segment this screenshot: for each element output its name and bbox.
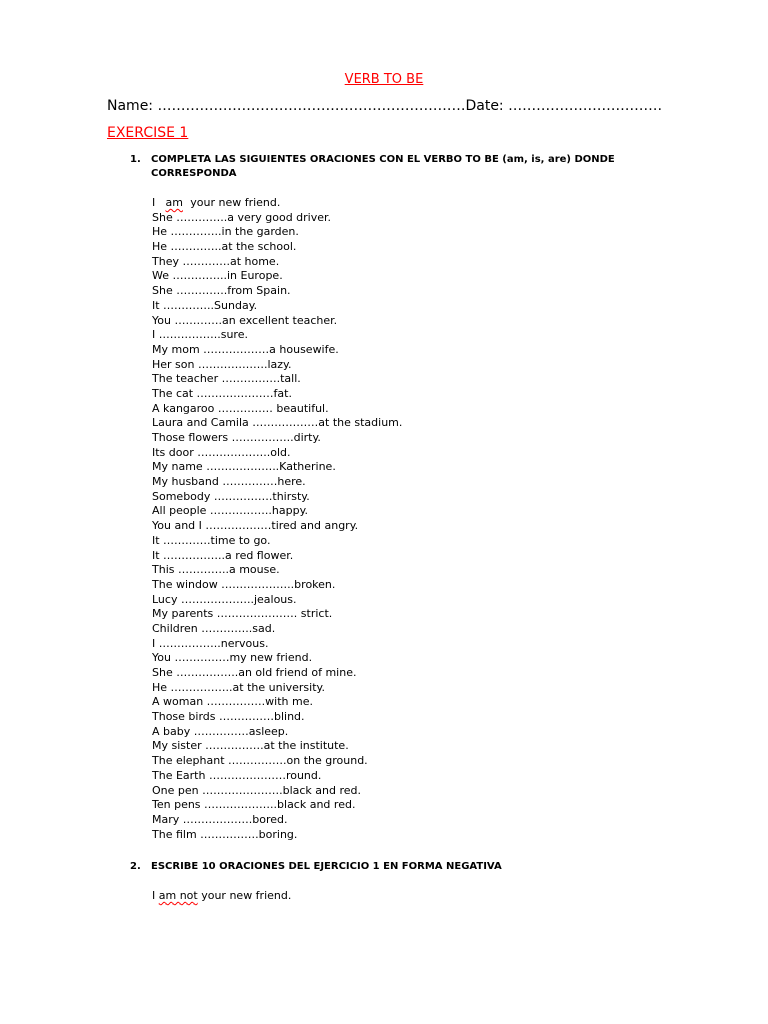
sentence-item: She ……………..an old friend of mine. (152, 666, 357, 679)
sentence-item: You ……………my new friend. (152, 651, 313, 665)
sentence-item: Lucy ………………..jealous. (152, 592, 297, 606)
instruction-1 (130, 153, 650, 181)
sentence-item: Her son ……………….lazy. (152, 357, 292, 371)
example-pronoun: I (152, 196, 156, 209)
sentence-item: The cat …………………fat. (152, 386, 292, 400)
exercise-heading: EXERCISE 1 (107, 125, 189, 141)
sentence-item: You and I ………………tired and angry. (152, 519, 359, 533)
sentence-item: Its door ………………..old. (152, 445, 291, 459)
sentence-item: My sister …………….at the institute. (152, 739, 349, 753)
sentence-item: She …………..a very good driver. (152, 210, 332, 224)
example-pronoun: I (152, 889, 156, 902)
instruction-text: COMPLETA LAS SIGUIENTES ORACIONES CON EL VERBO TO BE (am, is, are) DONDE CORRESPONDA (151, 154, 615, 179)
sentence-item: My mom ………………a housewife. (152, 342, 339, 356)
sentence-item: I ……………..nervous. (152, 636, 269, 650)
sentence-item: A baby ……………asleep. (152, 724, 289, 738)
sentence-item: She …………..from Spain. (152, 284, 291, 298)
instruction-2 (130, 860, 650, 874)
sentence-item: It …………..Sunday. (152, 298, 258, 312)
sentence-list (152, 196, 402, 842)
example-rest: your new friend. (190, 196, 281, 209)
sentence-item: He …………..in the garden. (152, 225, 299, 239)
sentence-item: Laura and Camila ………………at the stadium. (152, 416, 403, 430)
sentence-item: The teacher …………….tall. (152, 372, 301, 386)
sentence-item: My husband ……………here. (152, 475, 306, 489)
sentence-item: Those birds ……………blind. (152, 710, 305, 724)
sentence-item: He …………..at the school. (152, 240, 297, 254)
sentence-item: They ………….at home. (152, 254, 280, 268)
sentence-item: I ……………..sure. (152, 328, 248, 342)
sentence-item: My name ………………..Katherine. (152, 460, 336, 474)
sentence-item: My parents …………………. strict. (152, 607, 333, 621)
sentence-item: The film …………….boring. (152, 827, 298, 841)
sentence-item: Mary ……………….bored. (152, 812, 288, 826)
sentence-item: The elephant …………….on the ground. (152, 754, 368, 768)
example-answer: am (165, 196, 183, 209)
sentence-item: The Earth …………………round. (152, 768, 322, 782)
sentence-item: Ten pens ………………..black and red. (152, 798, 356, 812)
sentence-item: Somebody …………….thirsty. (152, 489, 310, 503)
sentence-item: It ………….time to go. (152, 533, 271, 547)
sentence-item: We …………...in Europe. (152, 269, 283, 283)
example-answer: am not (158, 889, 198, 902)
page-title: VERB TO BE (344, 72, 424, 87)
instruction-number: 2. (130, 861, 141, 872)
sentence-item: The window ………………..broken. (152, 577, 336, 591)
sentence-item: You ………….an excellent teacher. (152, 313, 338, 327)
instruction-text: ESCRIBE 10 ORACIONES DEL EJERCICIO 1 EN FORMA NEGATIVA (151, 861, 502, 872)
sentence-item: Those flowers ……………..dirty. (152, 431, 321, 444)
sentence-item: A woman …………….with me. (152, 695, 313, 709)
sentence-item: A kangaroo …………… beautiful. (152, 401, 329, 415)
sentence-item: This …………..a mouse. (152, 563, 280, 577)
sentence-item: All people ……………..happy. (152, 504, 309, 518)
name-date-line: Name: …………………………………………………………Date: …………………………… (107, 98, 663, 114)
sentence-item: He ……………..at the university. (152, 680, 325, 694)
example-sentence (152, 196, 402, 211)
instruction-number: 1. (130, 154, 141, 165)
sentence-item: It ……………..a red flower. (152, 548, 294, 562)
sentence-item: One pen ………………….black and red. (152, 783, 362, 797)
example-rest: your new friend. (201, 889, 292, 902)
negative-example-sentence (152, 889, 291, 902)
sentence-item: Children …………..sad. (152, 621, 276, 635)
